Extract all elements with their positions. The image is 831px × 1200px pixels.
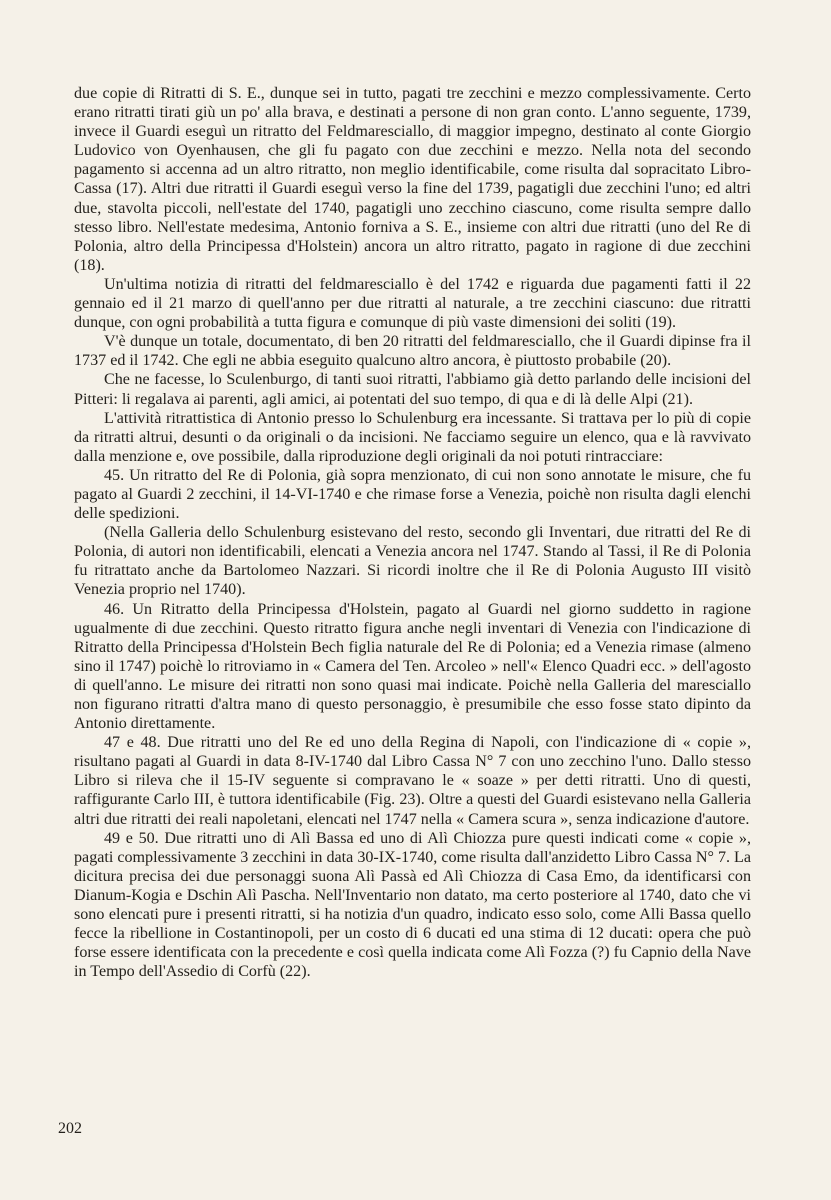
body-text [74,84,751,981]
paragraph: V'è dunque un totale, documentato, di ben 20 ritratti del feldmaresciallo, che il Guardi dipinse fra il 1737 ed il 1742. Che egli ne abbia eseguito qualcuno altro ancora, è piuttosto probabile (20). [74,333,751,370]
page-number: 202 [58,1120,82,1137]
paragraph: due copie di Ritratti di S. E., dunque sei in tutto, pagati tre zecchini e mezzo complessivamente. Certo erano ritratti tirati giù un po' alla brava, e destinati a persone di non gran conto. L'anno seguente, 1739, invece il Guardi eseguì un ritratto del Feldmaresciallo, di maggior impegno, destinato al conte Giorgio Ludovico von Oyenhausen, che gli fu pagato con due zecchini e mezzo. Nella nota del secondo pagamento si accenna ad un altro ritratto, non meglio identificabile, come risulta dal sopracitato Libro-Cassa (17). Altri due ritratti il Guardi eseguì verso la fine del 1739, pagatigli due zecchini l'uno; ed altri due, stavolta piccoli, nell'estate del 1740, pagatigli uno zecchino ciascuno, come risulta sempre dallo stesso libro. Nell'estate medesima, Antonio forniva a S. E., insieme con altri due ritratti (uno del Re di Polonia, altro della Principessa d'Holstein) ancora un altro ritratto, pagato in ragione di due zecchini (18). [74,85,751,274]
paragraph: L'attività ritrattistica di Antonio presso lo Schulenburg era incessante. Si trattava per lo più di copie da ritratti altrui, desunti o da originali o da incisioni. Ne facciamo seguire un elenco, qua e là ravvivato dalla menzione e, ove possibile, dalla riproduzione degli originali da noi potuti rintracciare: [74,409,751,465]
catalog-entry-46: 46. Un Ritratto della Principessa d'Holstein, pagato al Guardi nel giorno suddetto in ragione ugualmente di due zecchini. Questo ritratto figura anche negli inventari di Venezia con l'indicazione di Ritratto della Principessa d'Holstein Bech figlia naturale del Re di Polonia; ed a Venezia rimase (almeno sino il 1747) poichè lo ritroviamo in « Camera del Ten. Arcoleo » nell'« Elenco Quadri ecc. » dell'agosto di quell'anno. Le misure dei ritratti non sono quasi mai indicate. Poichè nella Galleria del maresciallo non figurano ritratti d'altra mano di questo personaggio, è presumibile che esso fosse stato dipinto da Antonio direttamente. [74,600,751,733]
paragraph: Un'ultima notizia di ritratti del feldmaresciallo è del 1742 e riguarda due pagamenti fatti il 22 gennaio ed il 21 marzo di quell'anno per due ritratti al naturale, a tre zecchini ciascuno: due ritratti dunque, con ogni probabilità a tutta figura e comunque di più vaste dimensioni dei soliti (19). [74,275,751,332]
catalog-entry-45: 45. Un ritratto del Re di Polonia, già sopra menzionato, di cui non sono annotate le misure, che fu pagato al Guardi 2 zecchini, il 14-VI-1740 e che rimase forse a Venezia, poichè non risulta dagli elenchi delle spedizioni. [74,466,751,523]
paragraph: (Nella Galleria dello Schulenburg esistevano del resto, secondo gli Inventari, due ritratti del Re di Polonia, di autori non identificabili, elencati a Venezia ancora nel 1747. Stando al Tassi, il Re di Polonia fu ritrattato anche da Bartolomeo Nazzari. Si ricordi inoltre che il Re di Polonia Augusto III visitò Venezia proprio nel 1740). [74,524,751,599]
paragraph: Che ne facesse, lo Sculenburgo, di tanti suoi ritratti, l'abbiamo già detto parlando delle incisioni del Pitteri: li regalava ai parenti, agli amici, ai potentati del suo tempo, di qua e di là delle Alpi (21). [74,371,751,408]
catalog-entry-47-48: 47 e 48. Due ritratti uno del Re ed uno della Regina di Napoli, con l'indicazione di « copie », risultano pagati al Guardi in data 8-IV-1740 dal Libro Cassa N° 7 con uno zecchino l'uno. Dallo stesso Libro si rileva che il 15-IV seguente si compravano le « soaze » per detti ritratti. Uno di questi, raffigurante Carlo III, è tuttora identificabile (Fig. 23). Oltre a questi del Guardi esistevano nella Galleria altri due ritratti dei reali napoletani, elencati nel 1747 nella « Camera scura », senza indicazione d'autore. [74,734,751,828]
catalog-entry-49-50: 49 e 50. Due ritratti uno di Alì Bassa ed uno di Alì Chiozza pure questi indicati come « copie », pagati complessivamente 3 zecchini in data 30-IX-1740, come risulta dall'anzidetto Libro Cassa N° 7. La dicitura precisa dei due personaggi suona Alì Passà ed Alì Chiozza di Casa Emo, da identificarsi con Dianum-Kogia e Dschin Alì Pascha. Nell'Inventario non datato, ma certo posteriore al 1740, dato che vi sono elencati pure i presenti ritratti, si ha notizia d'un quadro, indicato esso solo, come Alli Bassa quello fecce la ribellione in Costantinopoli, per un costo di 6 ducati ed una stima di 12 ducati: opera che può forse essere identificata con la precedente e così quella indicata come Alì Fozza (?) fu Capnio della Nave in Tempo dell'Assedio di Corfù (22). [74,829,752,981]
